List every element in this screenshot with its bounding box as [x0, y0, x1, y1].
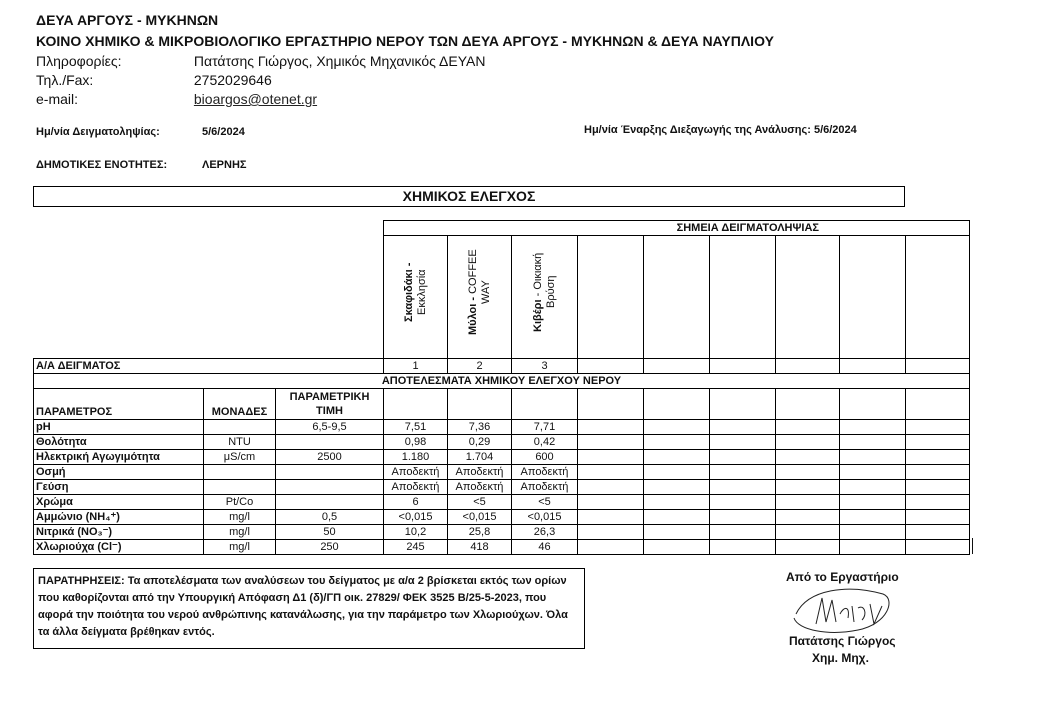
empty-cell — [906, 420, 970, 435]
unit: μS/cm — [204, 450, 276, 465]
result-value: 25,8 — [448, 525, 512, 540]
signatory-name: Πατάτσης Γιώργος — [789, 634, 896, 648]
municipal-units-label: ΔΗΜΟΤΙΚΕΣ ΕΝΟΤΗΤΕΣ: — [36, 159, 168, 171]
tel-label: Τηλ./Fax: — [36, 72, 94, 88]
column-header-parameter: ΠΑΡΑΜΕΤΡΟΣ — [34, 389, 204, 420]
result-value: <0,015 — [512, 510, 578, 525]
unit: mg/l — [204, 510, 276, 525]
empty-cell — [578, 420, 644, 435]
unit: Pt/Co — [204, 495, 276, 510]
parametric-value: 250 — [276, 540, 384, 555]
info-value: Πατάτσης Γιώργος, Χημικός Μηχανικός ΔΕΥΑΝ — [193, 53, 486, 69]
column-header-row — [34, 389, 970, 420]
empty-cell — [776, 540, 840, 555]
result-value: 1.704 — [448, 450, 512, 465]
empty-cell — [776, 480, 840, 495]
empty-cell — [776, 525, 840, 540]
results-table — [33, 220, 970, 555]
column-header-parametric-value: ΠΑΡΑΜΕΤΡΙΚΗ ΤΙΜΗ — [276, 389, 384, 420]
result-value: Αποδεκτή — [512, 480, 578, 495]
municipal-units-value: ΛΕΡΝΗΣ — [202, 159, 247, 171]
empty-cell — [644, 450, 710, 465]
empty-cell — [906, 540, 970, 555]
tel-row — [36, 72, 272, 88]
result-value: 46 — [512, 540, 578, 555]
empty-cell — [906, 465, 970, 480]
empty-cell — [840, 540, 906, 555]
empty-cell — [840, 525, 906, 540]
empty-cell — [710, 420, 776, 435]
column-header-units: ΜΟΝΑΔΕΣ — [204, 389, 276, 420]
empty-cell — [776, 420, 840, 435]
empty-cell — [644, 465, 710, 480]
empty-cell — [776, 435, 840, 450]
empty-cell — [906, 480, 970, 495]
empty-cell — [710, 480, 776, 495]
result-value: 10,2 — [384, 525, 448, 540]
table-row — [34, 510, 970, 525]
table-row — [34, 525, 970, 540]
empty-cell — [578, 465, 644, 480]
sample-number: 3 — [512, 359, 578, 374]
parametric-value — [276, 465, 384, 480]
lab-title: ΚΟΙΝΟ ΧΗΜΙΚΟ & ΜΙΚΡΟΒΙΟΛΟΓΙΚΟ ΕΡΓΑΣΤΗΡΙΟ ΝΕΡΟΥ ΤΩΝ ΔΕΥΑ ΑΡΓΟΥΣ - ΜΥΚΗΝΩΝ & ΔΕΥΑ ΝΑΥΠΛΙΟΥ — [36, 33, 774, 49]
result-value: 26,3 — [512, 525, 578, 540]
table-row — [34, 465, 970, 480]
parameter-name: Ηλεκτρική Αγωγιμότητα — [34, 450, 204, 465]
empty-cell — [644, 420, 710, 435]
sampling-date: 5/6/2024 — [202, 126, 245, 138]
result-value: Αποδεκτή — [384, 480, 448, 495]
parametric-value: 0,5 — [276, 510, 384, 525]
sampling-date-label: Ημ/νία Δειγματοληψίας: — [36, 126, 160, 138]
unit: mg/l — [204, 525, 276, 540]
parametric-value: 6,5-9,5 — [276, 420, 384, 435]
table-row — [34, 435, 970, 450]
empty-cell — [906, 495, 970, 510]
empty-cell — [840, 510, 906, 525]
empty-cell — [840, 465, 906, 480]
empty-cell — [644, 540, 710, 555]
unit: mg/l — [204, 540, 276, 555]
empty-cell — [644, 495, 710, 510]
handwritten-signature — [788, 584, 898, 636]
email-label: e-mail: — [36, 91, 79, 107]
empty-cell — [710, 540, 776, 555]
result-value: 6 — [384, 495, 448, 510]
sample-number: 1 — [384, 359, 448, 374]
result-value: Αποδεκτή — [512, 465, 578, 480]
sample-point-name: Μύλοι - COFFEE WAY — [448, 236, 512, 359]
result-value: 7,36 — [448, 420, 512, 435]
result-value: 7,51 — [384, 420, 448, 435]
tel-value: 2752029646 — [193, 72, 272, 88]
result-value: 245 — [384, 540, 448, 555]
empty-cell — [710, 510, 776, 525]
empty-cell — [644, 510, 710, 525]
points-header-row — [34, 221, 970, 236]
parametric-value — [276, 435, 384, 450]
empty-cell — [710, 465, 776, 480]
unit — [204, 465, 276, 480]
results-title-row — [34, 374, 970, 389]
org-name: ΔΕΥΑ ΑΡΓΟΥΣ - ΜΥΚΗΝΩΝ — [36, 12, 219, 28]
empty-cell — [840, 420, 906, 435]
parametric-value — [276, 480, 384, 495]
result-value: 0,42 — [512, 435, 578, 450]
result-value: 7,71 — [512, 420, 578, 435]
from-lab-label: Από το Εργαστήριο — [786, 570, 899, 584]
table-row — [34, 540, 970, 555]
analysis-start-date: Ημ/νία Έναρξης Διεξαγωγής της Ανάλυσης: 5/6/2024 — [584, 124, 857, 136]
empty-cell — [840, 435, 906, 450]
parametric-value: 2500 — [276, 450, 384, 465]
table-row — [34, 450, 970, 465]
sampling-points-header: ΣΗΜΕΙΑ ΔΕΙΓΜΑΤΟΛΗΨΙΑΣ — [384, 221, 970, 236]
result-value: <5 — [512, 495, 578, 510]
empty-cell — [578, 495, 644, 510]
parameter-name: Χλωριούχα (Cl⁻) — [34, 540, 204, 555]
empty-cell — [710, 450, 776, 465]
empty-cell — [840, 450, 906, 465]
empty-cell — [840, 495, 906, 510]
empty-cell — [644, 480, 710, 495]
sample-point-name: Σκαφιδάκι - Εκκλησία — [384, 236, 448, 359]
results-title: ΑΠΟΤΕΛΕΣΜΑΤΑ ΧΗΜΙΚΟΥ ΕΛΕΓΧΟΥ ΝΕΡΟΥ — [34, 374, 970, 389]
parameter-name: Οσμή — [34, 465, 204, 480]
empty-cell — [578, 540, 644, 555]
info-row — [36, 53, 485, 69]
result-value: <0,015 — [448, 510, 512, 525]
stray-mark — [972, 538, 973, 554]
empty-cell — [776, 510, 840, 525]
empty-cell — [776, 495, 840, 510]
empty-cell — [906, 450, 970, 465]
empty-cell — [840, 480, 906, 495]
empty-cell — [644, 435, 710, 450]
empty-cell — [578, 450, 644, 465]
parameter-name: Νιτρικά (NO₃⁻) — [34, 525, 204, 540]
unit — [204, 480, 276, 495]
empty-cell — [906, 510, 970, 525]
email-row — [36, 91, 317, 107]
result-value: 0,98 — [384, 435, 448, 450]
section-title: ΧΗΜΙΚΟΣ ΕΛΕΓΧΟΣ — [33, 186, 905, 207]
table-row — [34, 495, 970, 510]
empty-cell — [578, 435, 644, 450]
sample-number-row — [34, 359, 970, 374]
parameter-name: Χρώμα — [34, 495, 204, 510]
table-row — [34, 420, 970, 435]
empty-cell — [710, 495, 776, 510]
empty-cell — [578, 480, 644, 495]
unit: NTU — [204, 435, 276, 450]
empty-cell — [578, 510, 644, 525]
unit — [204, 420, 276, 435]
table-row — [34, 480, 970, 495]
result-value: Αποδεκτή — [448, 480, 512, 495]
empty-cell — [906, 525, 970, 540]
empty-cell — [710, 525, 776, 540]
remarks-box: ΠΑΡΑΤΗΡΗΣΕΙΣ: Τα αποτελέσματα των αναλύσεων του δείγματος με α/α 2 βρίσκεται εκτός των ορίων που καθορίζονται από την Υπουργική Απόφαση Δ1 (δ)/ΓΠ οικ. 27829/ ΦΕΚ 3525 Β/25-5-2023, που αφορά την ποιότητα του νερού ανθρώπινης κατανάλωσης, για την παράμετρο των Χλωριούχων. Όλα τα άλλα δείγματα βρέθηκαν εντός. — [33, 568, 585, 649]
result-value: Αποδεκτή — [448, 465, 512, 480]
info-label: Πληροφορίες: — [36, 53, 122, 69]
empty-cell — [710, 435, 776, 450]
sample-point-name: Κιβέρι - Οικιακή Βρύση — [512, 236, 578, 359]
results-rows — [34, 420, 970, 555]
email-link[interactable]: bioargos@otenet.gr — [193, 91, 318, 107]
parametric-value — [276, 495, 384, 510]
result-value: 600 — [512, 450, 578, 465]
parameter-name: Γεύση — [34, 480, 204, 495]
empty-cell — [644, 525, 710, 540]
result-value: Αποδεκτή — [384, 465, 448, 480]
result-value: 0,29 — [448, 435, 512, 450]
sample-point-names-row — [34, 236, 970, 359]
sample-number: 2 — [448, 359, 512, 374]
empty-cell — [906, 435, 970, 450]
signatory-title: Χημ. Μηχ. — [812, 651, 869, 665]
sample-number-label: Α/Α ΔΕΙΓΜΑΤΟΣ — [34, 359, 384, 374]
result-value: 418 — [448, 540, 512, 555]
parameter-name: Θολότητα — [34, 435, 204, 450]
parameter-name: pH — [34, 420, 204, 435]
result-value: <5 — [448, 495, 512, 510]
empty-cell — [776, 450, 840, 465]
parameter-name: Αμμώνιο (NH₄⁺) — [34, 510, 204, 525]
empty-cell — [578, 525, 644, 540]
parametric-value: 50 — [276, 525, 384, 540]
result-value: 1.180 — [384, 450, 448, 465]
empty-cell — [776, 465, 840, 480]
result-value: <0,015 — [384, 510, 448, 525]
